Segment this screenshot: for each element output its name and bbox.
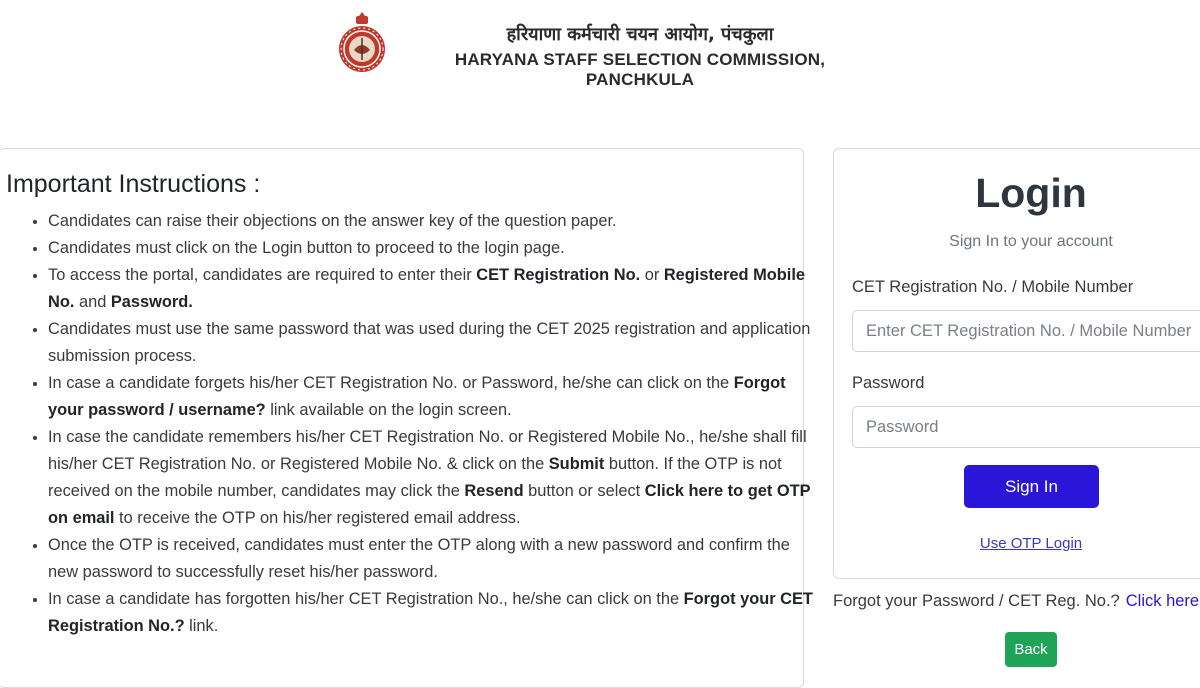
instruction-text: Candidates can raise their objections on the answer key of the question paper. [48,212,617,230]
instruction-item [48,235,816,262]
instruction-text: In case the candidate remembers his/her CET Registration No. or Registered Mobile No., he/she shall fill his/her CET Registration No. or Registered Mobile No. & click on the [48,428,807,473]
click-here-link[interactable]: Click here [1125,592,1200,610]
password-input[interactable] [852,406,1200,448]
instructions-list [26,208,816,640]
back-button[interactable]: Back [1005,632,1057,667]
password-label: Password [852,374,925,392]
instructions-title: Important Instructions : [6,170,261,198]
use-otp-login-link[interactable]: Use OTP Login [979,535,1083,552]
instruction-emphasis: Submit [548,455,605,473]
instruction-text: link available on the login screen. [265,401,512,419]
instruction-item [48,586,816,640]
instruction-text: button or select [523,482,645,500]
login-title: Login [975,170,1087,216]
instruction-item [48,424,816,532]
instruction-emphasis: Resend [464,482,524,500]
instruction-text: link. [184,617,219,635]
instruction-text: or [640,266,664,284]
instruction-text: In case a candidate has forgotten his/her CET Registration No., he/she can click on the [48,590,684,608]
instruction-text: To access the portal, candidates are required to enter their [48,266,477,284]
instruction-text: button. If the OTP is not received on the mobile number, candidates may click the [48,455,782,500]
site-header [0,0,1200,90]
instruction-item [48,208,816,235]
instruction-text: In case a candidate forgets his/her CET Registration No. or Password, he/she can click on the [48,374,734,392]
instruction-item [48,262,816,316]
commission-title-english: HARYANA STAFF SELECTION COMMISSION, PANCHKULA [454,50,826,89]
instruction-emphasis: Forgot your CET Registration No.? [48,590,813,635]
login-subtitle: Sign In to your account [949,233,1113,250]
instruction-item [48,532,816,586]
commission-title-hindi: हरियाणा कर्मचारी चयन आयोग, पंचकुला [506,24,774,45]
instruction-text: to receive the OTP on his/her registered email address. [114,509,521,527]
instruction-text: and [74,293,111,311]
instruction-text: Candidates must click on the Login button to proceed to the login page. [48,239,565,257]
username-input[interactable] [852,310,1200,352]
sign-in-button[interactable]: Sign In [964,465,1099,508]
instruction-text: Candidates must use the same password that was used during the CET 2025 registration and application submission process. [48,320,811,365]
forgot-row [833,592,1199,611]
instruction-emphasis: Registered Mobile No. [48,266,806,311]
haryana-emblem-icon [336,10,388,74]
username-label: CET Registration No. / Mobile Number [852,278,1134,296]
instruction-item [48,316,816,370]
instruction-item [48,370,816,424]
instruction-emphasis: CET Registration No. [476,266,641,284]
instruction-text: Once the OTP is received, candidates must enter the OTP along with a new password and confirm the new password to successfully reset his/her password. [48,536,790,581]
instruction-emphasis: Click here to get OTP on email [48,482,811,527]
instruction-emphasis: Forgot your password / username? [48,374,786,419]
instruction-emphasis: Password. [110,293,193,311]
forgot-text: Forgot your Password / CET Reg. No.? [833,592,1120,610]
